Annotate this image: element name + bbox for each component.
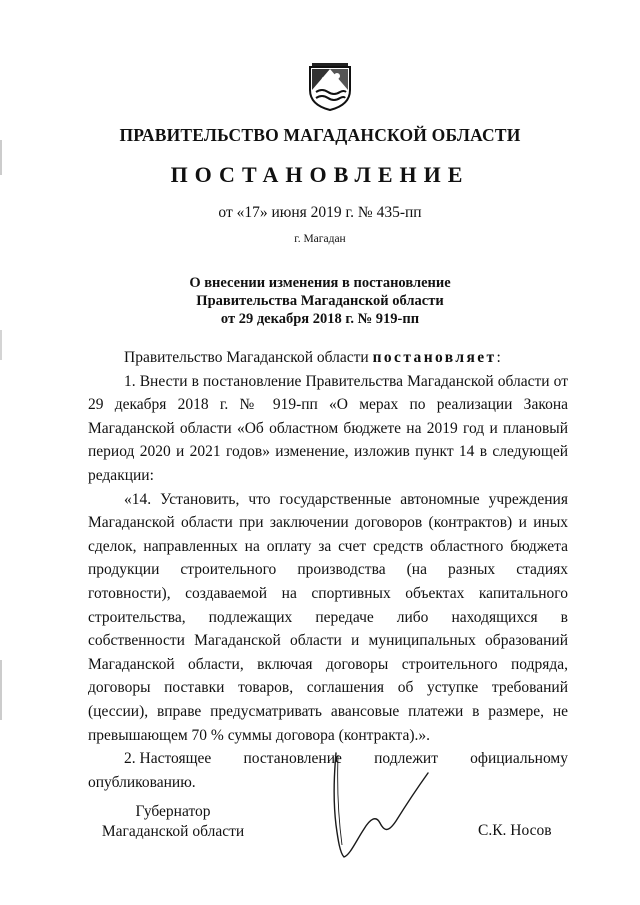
subject-line-2: Правительства Магаданской области xyxy=(196,293,444,309)
signatory-title xyxy=(88,802,258,842)
document-type: ПОСТАНОВЛЕНИЕ xyxy=(170,162,470,187)
paragraph-item-14: «14. Установить, что государственные автономные учреждения Магаданской области при заключении договоров (контрактов) и иных сделок, направленных на оплату за счет средств областного бюджета продукции строительного производства (на разных стадиях готовности), создаваемой на спортивных объектах капитального строительства, подлежащих передаче либо находящихся в собственности Магаданской области и муниципальных образований Магаданской области, включая договоры строительного подряда, договоры поставки товаров, соглашения об уступке требований (цессии), вправе предусматривать авансовые платежи в размере, не превышающем 70 % суммы договора (контракта).». xyxy=(88,490,568,744)
handwritten-signature-icon xyxy=(300,745,440,865)
subject-line-1: О внесении изменения в постановление xyxy=(189,275,451,291)
item2-word-3: подлежит xyxy=(374,750,438,768)
organization-title: ПРАВИТЕЛЬСТВО МАГАДАНСКОЙ ОБЛАСТИ xyxy=(119,125,521,145)
subject-line-3: от 29 декабря 2018 г. № 919-пп xyxy=(220,311,420,327)
signatory-name: С.К. Носов xyxy=(478,822,552,839)
item2-word-1: 2. Настоящее xyxy=(124,750,212,768)
decree-word: постановляет xyxy=(372,349,497,366)
intro-prefix: Правительство Магаданской области xyxy=(124,349,373,366)
signatory-title-line-1: Губернатор xyxy=(135,803,211,820)
item2-end: опубликованию. xyxy=(88,773,196,791)
signatory-title-line-2: Магаданской области xyxy=(101,823,245,840)
intro-paragraph xyxy=(88,346,568,370)
city: г. Магадан xyxy=(294,233,346,245)
paragraph-item-1: 1. Внести в постановление Правительства Магаданской области от 29 декабря 2018 г. № 919-пп «О мерах по реализации Закона Магаданской области «Об областном бюджете на 2019 год и плановый период 2020 и 2021 годов» изменение, изложив пункт 14 в следующей редакции: xyxy=(88,372,568,484)
intro-suffix: : xyxy=(496,349,501,366)
item2-word-4: официальному xyxy=(470,750,568,768)
document-body xyxy=(88,346,568,794)
document-subject xyxy=(0,274,640,328)
item2-word-2: постановление xyxy=(243,750,342,768)
document-number: от «17» июня 2019 г. № 435-пп xyxy=(218,204,422,221)
coat-of-arms-icon xyxy=(302,60,358,112)
